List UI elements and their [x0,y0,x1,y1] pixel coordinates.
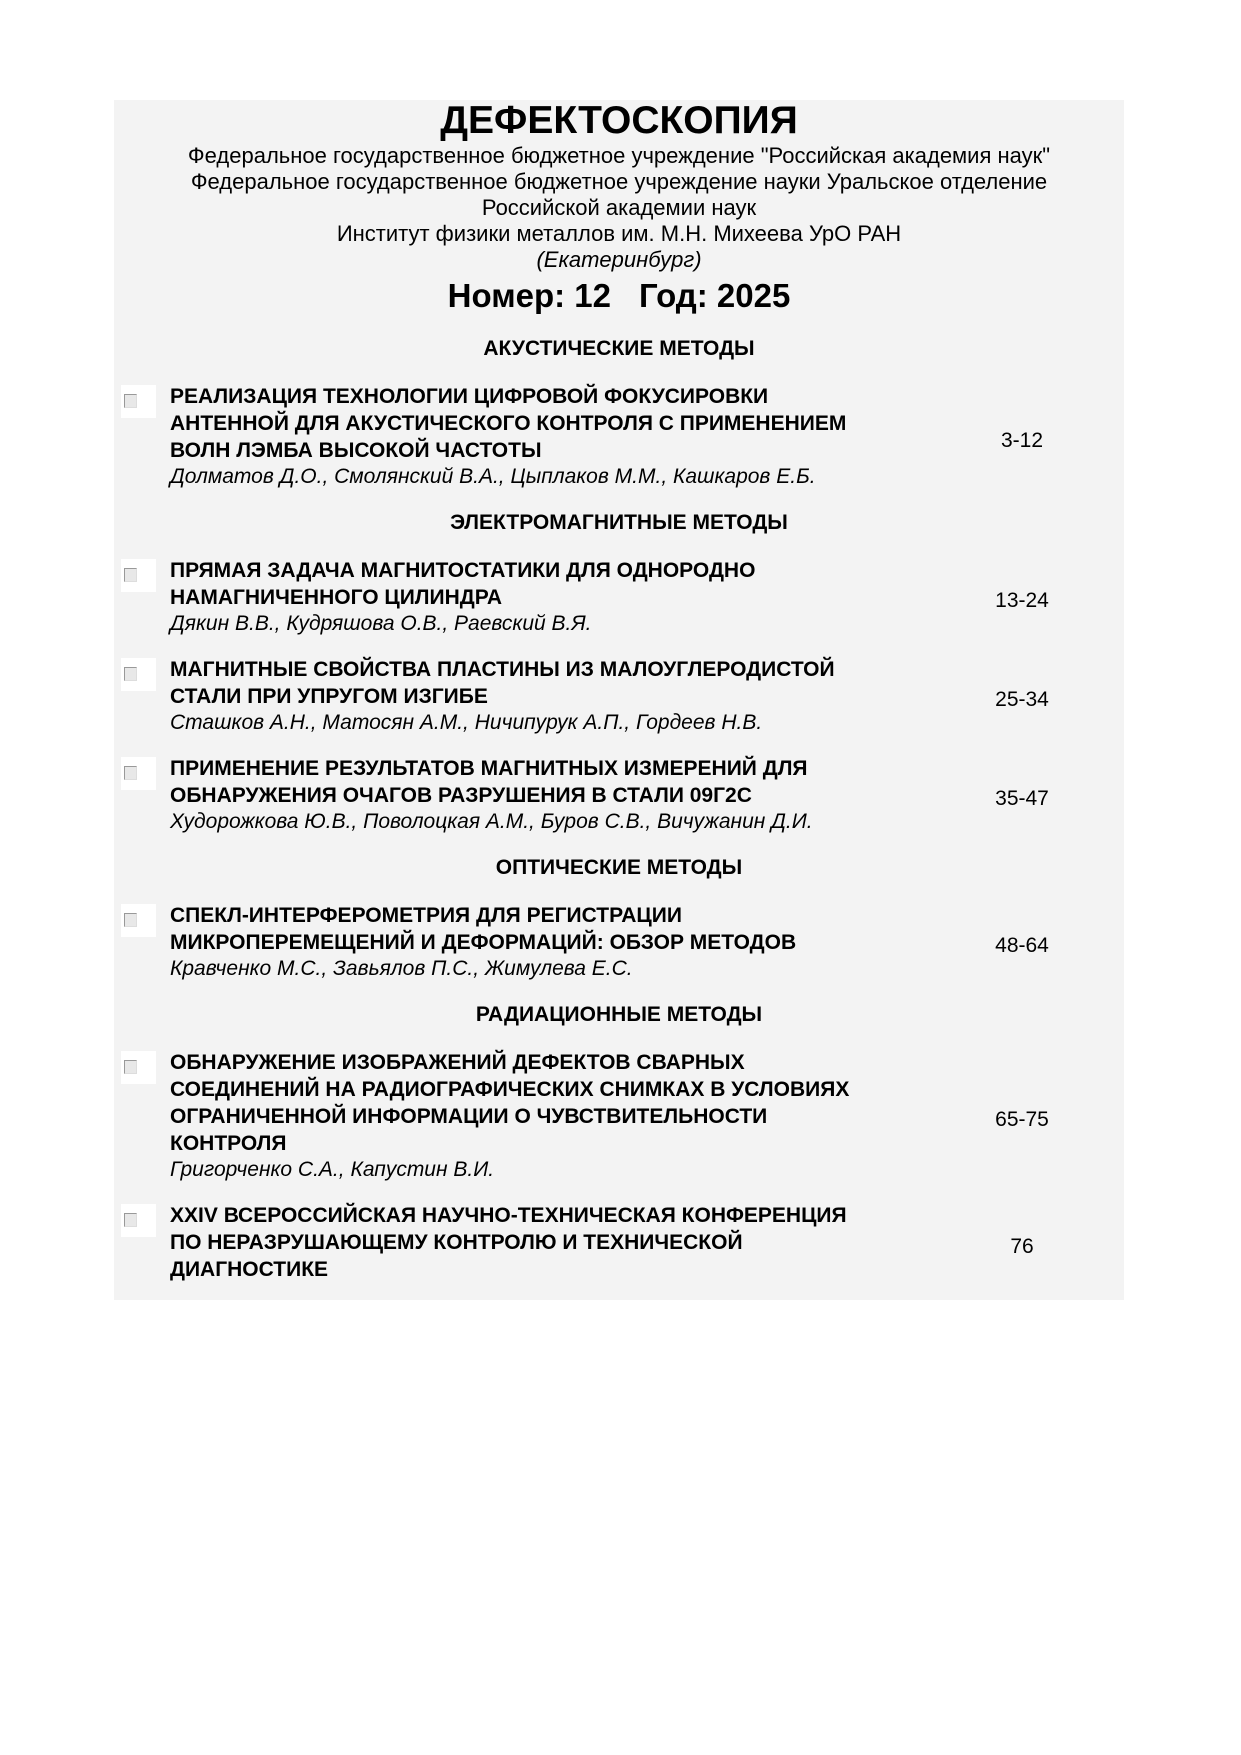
publisher-line: Федеральное государственное бюджетное учреждение "Российская академия наук" [187,143,1051,168]
article-pages: 48-64 [995,934,1049,957]
article-title-link[interactable]: ОГРАНИЧЕННОЙ ИНФОРМАЦИИ О ЧУВСТВИТЕЛЬНОСТИ [170,1105,768,1128]
issue-info [114,276,1124,316]
article-pages: 65-75 [995,1108,1049,1131]
article-row [114,902,1124,982]
checkbox-icon [124,1060,137,1074]
article-info [170,383,960,490]
article-title-link[interactable]: МИКРОПЕРЕМЕЩЕНИЙ И ДЕФОРМАЦИЙ: ОБЗОР МЕТОДОВ [170,931,797,954]
article-title-link[interactable]: XXIV ВСЕРОССИЙСКАЯ НАУЧНО-ТЕХНИЧЕСКАЯ КОНФЕРЕНЦИЯ [170,1204,847,1227]
article-row [114,383,1124,490]
article-info [170,656,960,736]
article-info [170,1202,960,1283]
article-pages: 25-34 [995,688,1049,711]
article-pages: 3-12 [1000,428,1044,452]
article-title-link[interactable]: ПО НЕРАЗРУШАЮЩЕМУ КОНТРОЛЮ И ТЕХНИЧЕСКОЙ [170,1231,743,1254]
article-row [114,557,1124,637]
article-title-link[interactable]: НАМАГНИЧЕННОГО ЦИЛИНДРА [170,586,503,609]
article-row [114,755,1124,835]
article-authors: Долматов Д.О., Смолянский В.А., Цыплаков М.М., Кашкаров Е.Б. [170,465,816,488]
article-authors: Худорожкова Ю.В., Поволоцкая А.М., Буров С.В., Вичужанин Д.И. [170,810,813,833]
article-title-link[interactable]: ДИАГНОСТИКЕ [170,1258,329,1281]
journal-title: ДЕФЕКТОСКОПИЯ [440,99,798,142]
article-authors: Григорченко С.А., Капустин В.И. [170,1158,495,1181]
checkbox-icon [124,667,137,681]
article-row [114,656,1124,736]
journal-header [114,99,1124,316]
checkbox-icon [124,568,137,582]
article-checkbox[interactable] [121,1204,156,1237]
issue-number: Номер: 12 [447,277,612,314]
article-checkbox[interactable] [121,559,156,592]
article-title-link[interactable]: СПЕКЛ-ИНТЕРФЕРОМЕТРИЯ ДЛЯ РЕГИСТРАЦИИ [170,904,682,927]
article-checkbox[interactable] [121,757,156,790]
article-info [170,557,960,637]
article-info [170,902,960,982]
article-authors: Сташков А.Н., Матосян А.М., Ничипурук А.П., Гордеев Н.В. [170,711,763,734]
article-title-link[interactable]: РЕАЛИЗАЦИЯ ТЕХНОЛОГИИ ЦИФРОВОЙ ФОКУСИРОВКИ [170,385,769,408]
article-title-link[interactable]: ОБНАРУЖЕНИЕ ИЗОБРАЖЕНИЙ ДЕФЕКТОВ СВАРНЫХ [170,1051,745,1074]
article-authors: Кравченко М.С., Завьялов П.С., Жимулева Е.С. [170,957,633,980]
article-pages: 13-24 [995,589,1049,612]
article-title-link[interactable]: ПРИМЕНЕНИЕ РЕЗУЛЬТАТОВ МАГНИТНЫХ ИЗМЕРЕНИЙ ДЛЯ [170,757,808,780]
checkbox-icon [124,1213,137,1227]
checkbox-icon [124,394,137,408]
article-authors: Дякин В.В., Кудряшова О.В., Раевский В.Я. [170,612,592,635]
checkbox-icon [124,913,137,927]
section-heading: ЭЛЕКТРОМАГНИТНЫЕ МЕТОДЫ [450,511,788,534]
section-heading: АКУСТИЧЕСКИЕ МЕТОДЫ [483,337,755,360]
article-checkbox[interactable] [121,904,156,937]
article-checkbox[interactable] [121,1051,156,1084]
sections [114,334,1124,1283]
section-heading: РАДИАЦИОННЫЕ МЕТОДЫ [475,1003,763,1026]
article-info [170,1049,960,1183]
article-title-link[interactable]: ОБНАРУЖЕНИЯ ОЧАГОВ РАЗРУШЕНИЯ В СТАЛИ 09Г2С [170,784,752,807]
article-pages: 76 [1010,1234,1034,1258]
article-checkbox[interactable] [121,385,156,418]
article-title-link[interactable]: АНТЕННОЙ ДЛЯ АКУСТИЧЕСКОГО КОНТРОЛЯ С ПРИМЕНЕНИЕМ [170,412,847,435]
table-of-contents [114,100,1124,1300]
institute-line: Институт физики металлов им. М.Н. Михеева УрО РАН [336,221,902,246]
article-pages: 35-47 [995,787,1049,810]
issue-year: Год: 2025 [639,277,791,314]
article-title-link[interactable]: КОНТРОЛЯ [170,1132,287,1155]
article-title-link[interactable]: СТАЛИ ПРИ УПРУГОМ ИЗГИБЕ [170,685,488,708]
checkbox-icon [124,766,137,780]
city-line: (Екатеринбург) [536,247,702,272]
article-title-link[interactable]: ВОЛН ЛЭМБА ВЫСОКОЙ ЧАСТОТЫ [170,439,542,462]
section-heading: ОПТИЧЕСКИЕ МЕТОДЫ [495,856,743,879]
article-row [114,1049,1124,1183]
article-title-link[interactable]: МАГНИТНЫЕ СВОЙСТВА ПЛАСТИНЫ ИЗ МАЛОУГЛЕРОДИСТОЙ [170,658,835,681]
publisher-line: Федеральное государственное бюджетное учреждение науки Уральское отделение [190,169,1048,194]
article-checkbox[interactable] [121,658,156,691]
article-title-link[interactable]: СОЕДИНЕНИЙ НА РАДИОГРАФИЧЕСКИХ СНИМКАХ В УСЛОВИЯХ [170,1078,850,1101]
article-info [170,755,960,835]
article-title-link[interactable]: ПРЯМАЯ ЗАДАЧА МАГНИТОСТАТИКИ ДЛЯ ОДНОРОДНО [170,559,756,582]
article-row [114,1202,1124,1283]
publisher-line: Российской академии наук [481,195,757,220]
